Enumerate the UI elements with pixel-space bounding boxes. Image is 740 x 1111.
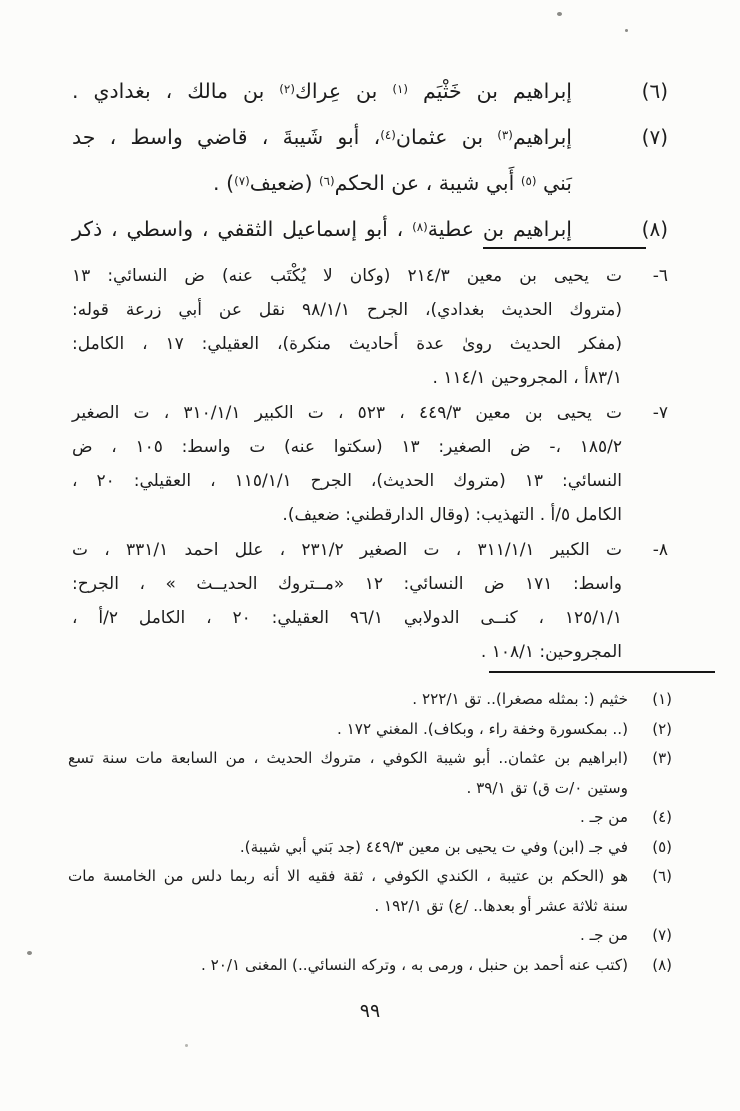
fn-row — [68, 715, 672, 745]
text-run: ت يحيى بن معين ٤٤٩/٣ ، ٥٢٣ ، ت الكبير ٣١٠/١/١ ، ت الصغير — [72, 403, 622, 423]
entry-number: (٦) — [641, 79, 668, 103]
footnote-marker-sup: (٦) — [318, 173, 335, 188]
text-run: (ابراهيم بن عثمان.. أبو شيبة الكوفي ، متروك الحديث ، من السابعة مات سنة تسع — [68, 749, 628, 767]
text-run: الكامل ٥/أ . التهذيب: (وقال الدارقطني: ضعيف). — [282, 505, 622, 525]
note-text — [72, 259, 622, 395]
text-run: (.. بمكسورة وخفة راء ، وبكاف). المغني ١٧٢ . — [336, 719, 628, 738]
fn-line — [68, 774, 628, 804]
note-number: ٦- — [652, 266, 668, 286]
paper-speck — [185, 1044, 188, 1047]
paper-speck — [625, 29, 628, 32]
footnote-marker-sup: (٣) — [497, 127, 513, 142]
text-run: بن عِراك — [294, 79, 393, 103]
note-row — [72, 396, 668, 532]
footnote-marker-sup: (٧) — [234, 173, 250, 188]
paper-speck — [557, 12, 562, 16]
text-run: ١٢٥/١/١ ، كنــى الدولابي ٩٦/١ العقيلي: ٢٠ ، الكامل ٢/أ ، — [72, 608, 623, 628]
entry-line — [72, 116, 572, 162]
entry-row — [72, 70, 668, 116]
fn-number: (٨) — [652, 955, 672, 974]
text-run: هو (الحكم بن عتيبة ، الكندي الكوفي ، ثقة فقيه الا أنه ربما دلس من الخامسة مات — [68, 867, 628, 885]
fn-number: (٦) — [652, 867, 672, 885]
fn-line — [68, 744, 628, 774]
note-line — [72, 533, 622, 567]
text-run: ت الكبير ٣١١/١/١ ، ت الصغير ٢٣١/٢ ، علل احمد ٣٣١/١ ، ت — [72, 540, 622, 560]
text-run: واسط: ١٧١ ض النسائي: ١٢ «مــتروك الحديــث » ، الجرح: — [72, 574, 622, 594]
fn-line — [68, 833, 628, 863]
fn-row — [68, 951, 672, 981]
text-run: ت يحيى بن معين ٢١٤/٣ (وكان لا يُكْتَب عنه) ض النسائي: ١٣ — [72, 266, 622, 286]
text-run: خثيم (: بمثله مصغرا).. تق ٢٢٢/١ . — [412, 690, 628, 708]
page-number: ٩٩ — [359, 1000, 381, 1022]
note-text — [72, 396, 622, 532]
footnotes-section — [68, 685, 672, 980]
fn-line — [68, 803, 628, 833]
fn-text — [68, 803, 628, 833]
fn-text — [68, 715, 628, 745]
note-line — [72, 293, 622, 327]
source-notes-section — [72, 259, 668, 670]
note-row — [72, 533, 668, 669]
text-run: المجروحين: ١٠٨/١ . — [480, 642, 622, 662]
fn-number: (٤) — [652, 808, 672, 826]
entry-number: (٧) — [641, 125, 668, 149]
footnote-separator-line — [489, 671, 715, 673]
text-run: بن مالك ، بغدادي . — [72, 79, 280, 103]
text-run: بن عثمان — [395, 125, 498, 149]
footnote-marker-sup: (١) — [392, 81, 409, 96]
fn-line — [68, 685, 628, 715]
entry-text — [72, 70, 572, 116]
note-line — [72, 635, 622, 669]
fn-line — [68, 862, 628, 892]
note-line — [72, 601, 622, 635]
note-line — [72, 361, 622, 395]
fn-row — [68, 862, 672, 921]
text-run: ٨٣/١أ ، المجروحين ١١٤/١ . — [432, 368, 622, 388]
fn-number: (٧) — [652, 926, 672, 944]
fn-line — [68, 715, 628, 745]
text-run: (مفكر الحديث روىٰ عدة أحاديث منكرة)، العقيلي: ١٧ ، الكامل: — [72, 334, 622, 354]
text-run: (كتب عنه أحمد بن حنبل ، ورمى به ، وتركه النسائي..) المغنى ٢٠/١ . — [200, 955, 628, 974]
text-run: ، أبو شَيبةَ ، قاضي واسط ، جد — [72, 125, 381, 149]
footnote-separator-line — [483, 247, 646, 249]
text-run: بَني — [536, 171, 572, 195]
entry-text — [72, 116, 572, 208]
note-line — [72, 327, 622, 361]
entry-row — [72, 116, 668, 208]
text-run: أَبي شيبة ، عن الحكم — [334, 171, 521, 195]
footnote-marker-sup: (٤) — [380, 127, 396, 142]
text-run: إبراهيم — [512, 125, 572, 149]
text-run: ) . — [213, 171, 235, 195]
fn-line — [68, 921, 628, 951]
entry-line — [72, 70, 572, 116]
note-number: ٨- — [652, 540, 668, 560]
text-run: إبراهيم بن خَثْيَم — [408, 79, 572, 103]
footnote-marker-sup: (٢) — [279, 81, 295, 96]
footnote-marker-sup: (٥) — [520, 173, 537, 188]
text-run: سنة ثلاثة عشر أو بعدها.. /ع) تق ١٩٢/١ . — [374, 896, 628, 915]
fn-row — [68, 744, 672, 803]
text-run: في جـ (ابن) وفي ت يحيى بن معين ٤٤٩/٣ (جد بَني أبي شيبة). — [239, 837, 628, 856]
fn-row — [68, 803, 672, 833]
fn-line — [68, 892, 628, 922]
text-run: النسائي: ١٣ (متروك الحديث)، الجرح ١١٥/١/١ ، العقيلي: ٢٠ ، — [72, 471, 622, 491]
note-line — [72, 259, 622, 293]
fn-number: (١) — [652, 690, 672, 708]
text-run: من جـ . — [579, 808, 628, 826]
fn-text — [68, 833, 628, 863]
text-run: (متروك الحديث بغدادي)، الجرح ٩٨/١/١ نقل عن أبي زرعة قوله: — [72, 300, 622, 320]
note-line — [72, 498, 622, 532]
fn-text — [68, 862, 628, 921]
fn-row — [68, 833, 672, 863]
fn-line — [68, 951, 628, 981]
text-run: إبراهيم بن عطية — [427, 217, 572, 241]
main-entries-section — [72, 70, 668, 254]
note-line — [72, 567, 622, 601]
entry-number: (٨) — [641, 217, 668, 241]
fn-row — [68, 685, 672, 715]
fn-number: (٢) — [652, 719, 672, 738]
footnote-marker-sup: (٨) — [412, 219, 428, 234]
text-run: وستين ٠/ت ق) تق ٣٩/١ . — [466, 778, 628, 797]
fn-text — [68, 921, 628, 951]
text-run: ، أبو إسماعيل الثقفي ، واسطي ، ذكر — [72, 217, 413, 241]
note-line — [72, 464, 622, 498]
note-row — [72, 259, 668, 395]
note-number: ٧- — [652, 403, 668, 423]
note-text — [72, 533, 622, 669]
note-line — [72, 396, 622, 430]
paper-speck — [27, 951, 32, 955]
text-run: من جـ . — [579, 926, 628, 944]
fn-number: (٥) — [652, 837, 672, 856]
fn-text — [68, 685, 628, 715]
text-run: ١٨٥/٢ ،- ض الصغير: ١٣ (سكتوا عنه) ت واسط: ١٠٥ ، ض — [72, 437, 623, 457]
fn-text — [68, 744, 628, 803]
note-line — [72, 430, 622, 464]
fn-number: (٣) — [652, 749, 672, 767]
fn-row — [68, 921, 672, 951]
text-run: (ضعيف — [249, 171, 319, 195]
entry-line — [72, 162, 572, 208]
fn-text — [68, 951, 628, 981]
